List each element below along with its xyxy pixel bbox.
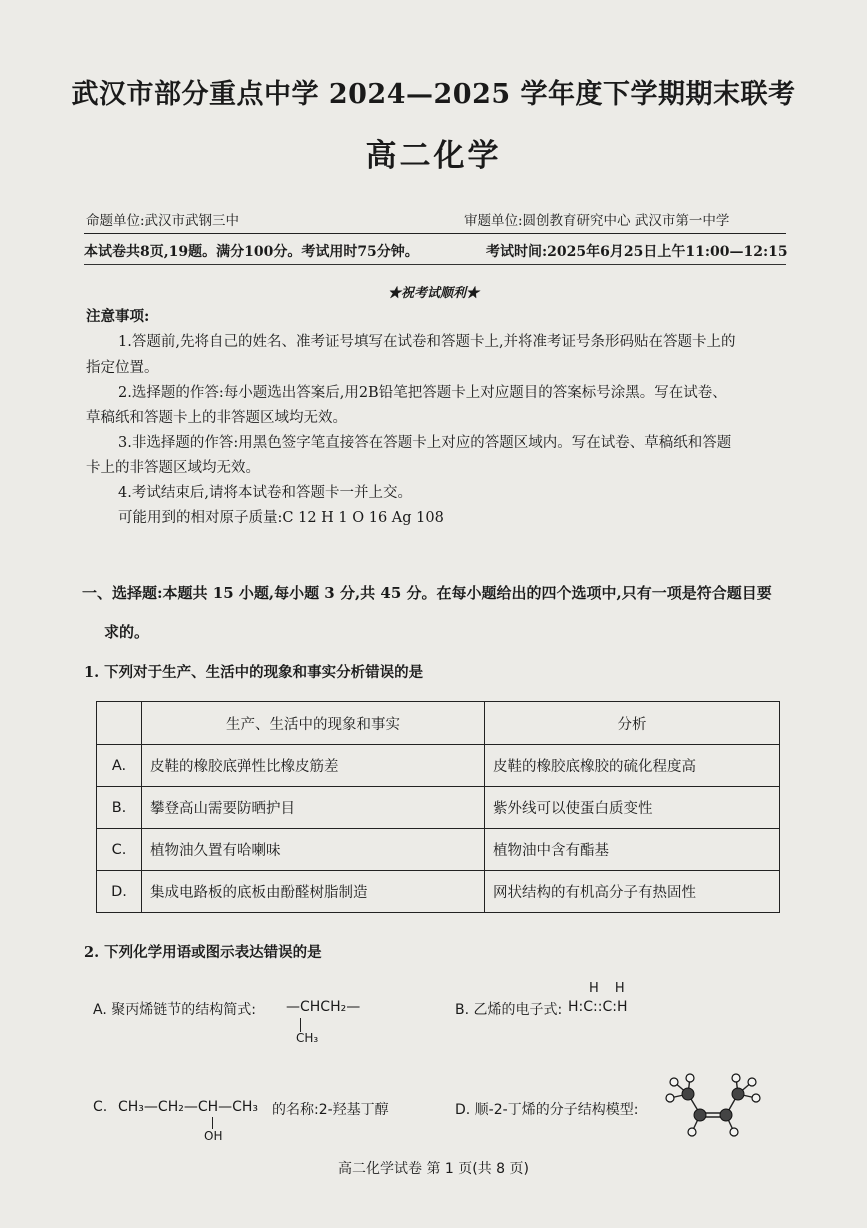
page-footer: 高二化学试卷 第 1 页(共 8 页) — [338, 1161, 529, 1177]
header-rule-2 — [84, 264, 786, 265]
table-header-row — [97, 702, 780, 745]
header-rule-1 — [84, 233, 786, 234]
notice-line: 卡上的非答题区域均无效。 — [86, 460, 260, 476]
option-label: B. — [97, 787, 142, 829]
option-c-formula: CH₃—CH₂—CH—CH₃ — [118, 1099, 259, 1115]
exam-time: 考试时间:2025年6月25日上午11:00—12:15 — [486, 244, 788, 260]
option-a-substituent: CH₃ — [296, 1031, 319, 1045]
good-luck-wish: ★祝考试顺利★ — [387, 286, 479, 301]
option-c-name: 的名称:2-羟基丁醇 — [272, 1102, 389, 1118]
table-header — [97, 702, 142, 745]
table-row — [97, 829, 780, 871]
notice-line: 1.答题前,先将自己的姓名、准考证号填写在试卷和答题卡上,并将准考证号条形码贴在答题卡上的 — [118, 334, 736, 350]
table-row — [97, 787, 780, 829]
fact-cell: 植物油久置有哈喇味 — [142, 829, 485, 871]
proposer-line: 命题单位:武汉市武钢三中 — [86, 213, 240, 229]
section-heading-cont: 求的。 — [104, 623, 150, 641]
paper-info: 本试卷共8页,19题。满分100分。考试用时75分钟。 — [84, 244, 419, 260]
fact-cell: 集成电路板的底板由酚醛树脂制造 — [142, 871, 485, 913]
table-header: 分析 — [485, 702, 780, 745]
option-label: D. — [97, 871, 142, 913]
option-a-label: A. 聚丙烯链节的结构简式: — [93, 1002, 256, 1018]
analysis-cell: 皮鞋的橡胶底橡胶的硫化程度高 — [485, 745, 780, 787]
reviewer-line: 审题单位:圆创教育研究中心 武汉市第一中学 — [464, 213, 730, 229]
table-row — [97, 871, 780, 913]
option-a-formula: —CHCH₂— — [286, 999, 361, 1015]
notice-line: 指定位置。 — [86, 360, 159, 376]
fact-cell: 皮鞋的橡胶底弹性比橡皮筋差 — [142, 745, 485, 787]
option-b-electron-formula: H:C::C:H — [568, 999, 628, 1015]
fact-cell: 攀登高山需要防晒护目 — [142, 787, 485, 829]
notice-line: 草稿纸和答题卡上的非答题区域均无效。 — [86, 410, 347, 426]
question-1-table — [96, 701, 780, 913]
question-1-stem: 1. 下列对于生产、生活中的现象和事实分析错误的是 — [84, 664, 424, 681]
bond-line — [300, 1018, 301, 1032]
analysis-cell: 植物油中含有酯基 — [485, 829, 780, 871]
exam-title: 武汉市部分重点中学 2024—2025 学年度下学期期末联考 — [71, 79, 796, 110]
option-label: C. — [97, 829, 142, 871]
analysis-cell: 紫外线可以使蛋白质变性 — [485, 787, 780, 829]
option-c-substituent: OH — [204, 1129, 223, 1143]
notice-line: 4.考试结束后,请将本试卷和答题卡一并上交。 — [118, 485, 412, 501]
bond-line — [212, 1117, 213, 1129]
table-header: 生产、生活中的现象和事实 — [142, 702, 485, 745]
analysis-cell: 网状结构的有机高分子有热固性 — [485, 871, 780, 913]
table-row — [97, 745, 780, 787]
atomic-mass-line: 可能用到的相对原子质量:C 12 H 1 O 16 Ag 108 — [118, 510, 444, 526]
option-label: A. — [97, 745, 142, 787]
subject-title: 高二化学 — [365, 138, 502, 174]
notice-line: 3.非选择题的作答:用黑色签字笔直接答在答题卡上对应的答题区域内。写在试卷、草稿纸和答题 — [118, 435, 732, 451]
option-d-label: D. 顺-2-丁烯的分子结构模型: — [455, 1102, 639, 1118]
notice-line: 2.选择题的作答:每小题选出答案后,用2B铅笔把答题卡上对应题目的答案标号涂黑。写在试卷、 — [118, 385, 727, 401]
cis-2-butene-ball-stick-model — [660, 1072, 765, 1142]
option-b-label: B. 乙烯的电子式: — [455, 1002, 563, 1018]
notice-heading: 注意事项: — [86, 308, 150, 325]
question-2-stem: 2. 下列化学用语或图示表达错误的是 — [84, 944, 322, 961]
section-heading: 一、选择题:本题共 15 小题,每小题 3 分,共 45 分。在每小题给出的四个选项中,只有一项是符合题目要 — [82, 584, 772, 602]
option-b-top-hydrogens: H H — [589, 981, 631, 996]
option-c-label: C. — [93, 1099, 108, 1115]
